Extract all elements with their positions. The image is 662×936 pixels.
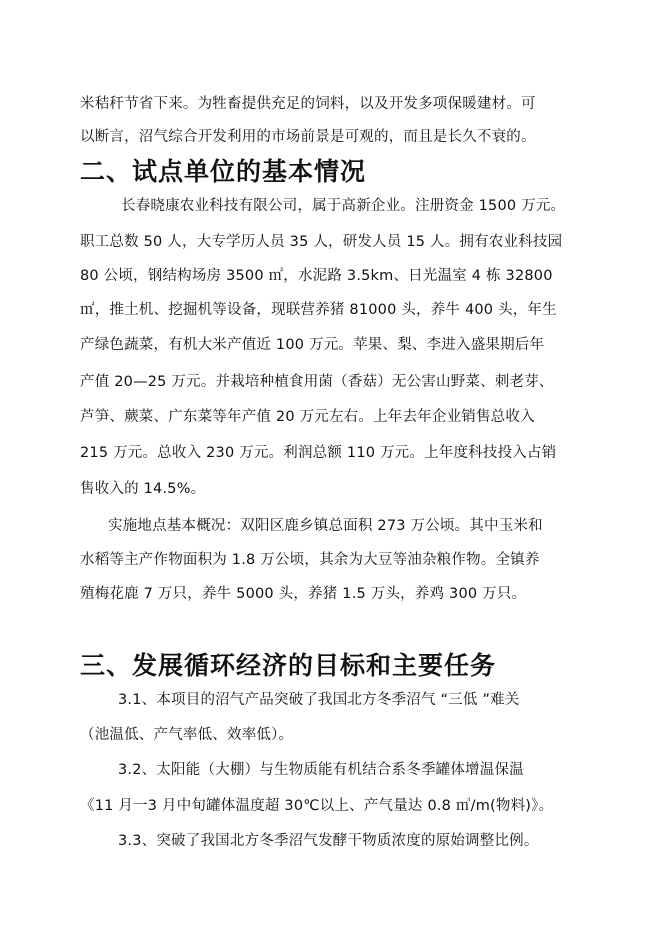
intro-line: 米秸秆节省下来。为牲畜提供充足的饲料，以及开发多项保暖建材。可 (80, 96, 536, 112)
section-2-heading: 二、试点单位的基本情况 (80, 157, 367, 186)
paragraph-line: 产绿色蔬菜，有机大米产值近 100 万元。苹果、梨、李进入盛果期后年 (80, 337, 545, 353)
task-line: 3.3、突破了我国北方冬季沼气发酵干物质浓度的原始调整比例。 (118, 833, 539, 849)
paragraph-line: 售收入的 14.5%。 (80, 481, 206, 497)
section-3-heading: 三、发展循环经济的目标和主要任务 (80, 651, 497, 680)
paragraph-line: 长春晓康农业科技有限公司，属于高新企业。注册资金 1500 万元。 (121, 198, 566, 214)
paragraph-line: 215 万元。总收入 230 万元。利润总额 110 万元。上年度科技投入占销 (80, 445, 557, 461)
task-line: 3.1、本项目的沼气产品突破了我国北方冬季沼气 “三低 ”难关 (118, 692, 520, 708)
paragraph-line: 水稻等主产作物面积为 1.8 万公顷，其余为大豆等油杂粮作物。全镇养 (80, 552, 540, 568)
task-line: （池温低、产气率低、效率低）。 (80, 727, 294, 743)
paragraph-line: 职工总数 50 人，大专学历人员 35 人，研发人员 15 人。拥有农业科技园 (80, 234, 563, 250)
paragraph-line: 产值 20—25 万元。并栽培种植食用菌（香菇）无公害山野菜、刺老芽、 (80, 374, 554, 390)
paragraph-line: 80 公顷，钢结构场房 3500 ㎡，水泥路 3.5km、日光温室 4 栋 32800 (80, 268, 553, 284)
paragraph-line: ㎡，推土机、挖掘机等设备，现联营养猪 81000 头，养牛 400 头，年生 (80, 302, 557, 318)
paragraph-line: 实施地点基本概况：双阳区鹿乡镇总面积 273 万公顷。其中玉米和 (108, 518, 543, 534)
paragraph-line: 殖梅花鹿 7 万只，养牛 5000 头，养猪 1.5 万头，养鸡 300 万只。 (80, 586, 527, 602)
intro-line: 以断言，沼气综合开发利用的市场前景是可观的，而且是长久不衰的。 (80, 129, 536, 145)
task-line: 3.2、太阳能（大棚）与生物质能有机结合系冬季罐体增温保温 (118, 762, 524, 778)
paragraph-line: 芦笋、蕨菜、广东菜等年产值 20 万元左右。上年去年企业销售总收入 (80, 409, 535, 425)
task-line: 《11 月一3 月中旬罐体温度超 30℃以上、产气量达 0.8 ㎥/m(物料)》。 (80, 798, 554, 814)
